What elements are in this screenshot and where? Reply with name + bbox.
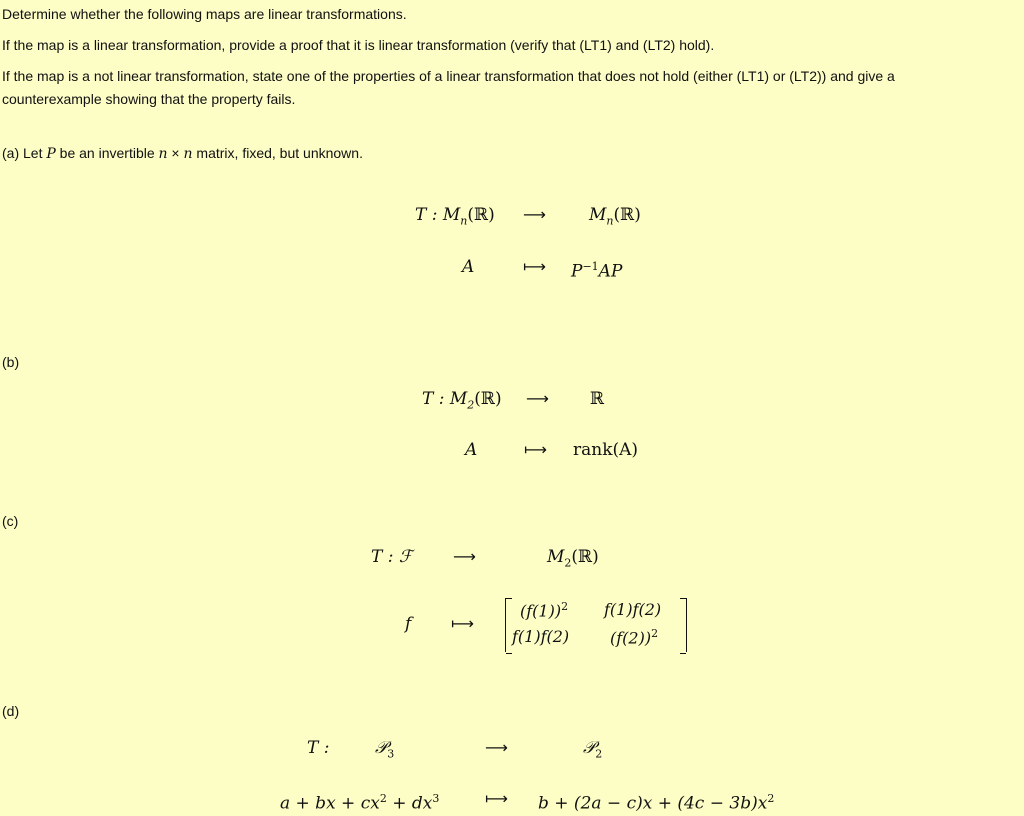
part-a-n1: n <box>158 146 168 162</box>
part-b-arrow: ⟶ <box>526 389 549 408</box>
part-a-codomain-sub: n <box>606 214 614 228</box>
part-a-image-p: P <box>571 261 583 282</box>
part-b-domain-rest: (ℝ) <box>474 389 502 409</box>
part-a-mid: be an invertible <box>55 145 159 161</box>
part-d-domain-p: 𝒫 <box>375 738 388 758</box>
matrix-cell-22 <box>610 627 658 647</box>
part-a-codomain <box>589 205 641 231</box>
part-d-image <box>538 789 774 814</box>
part-d-element-base: a + bx + cx <box>280 793 380 814</box>
part-d-codomain <box>583 738 602 764</box>
part-b-mapsto: ⟼ <box>524 440 547 459</box>
instruction-line-1: Determine whether the following maps are linear transformations. <box>2 6 407 22</box>
part-a-n2: n <box>183 146 193 162</box>
part-c-matrix <box>505 598 687 652</box>
part-c-codomain-sub: 2 <box>564 556 572 570</box>
part-c-label: (c) <box>2 513 19 529</box>
part-a-map-domain <box>415 205 495 231</box>
part-b-element: A <box>465 440 478 460</box>
matrix-cell-21: f(1)f(2) <box>512 627 570 646</box>
part-b-map-domain <box>422 389 502 415</box>
part-b-image: rank(A) <box>573 440 639 460</box>
part-c-codomain-m: M <box>547 547 565 567</box>
part-a-image-ap: AP <box>598 261 623 282</box>
matrix-cell-12: f(1)f(2) <box>604 600 662 619</box>
part-d-element-sup1: 2 <box>379 792 387 805</box>
part-d-mapsto: ⟼ <box>485 789 508 808</box>
part-d-image-base: b + (2a − c)x + (4c − 3b)x <box>538 793 768 814</box>
part-c-codomain <box>547 547 599 573</box>
part-d-domain <box>375 738 394 764</box>
part-a-prefix: (a) Let <box>2 145 47 161</box>
matrix-cell-22-base: (f(2)) <box>610 628 652 648</box>
part-d-label: (d) <box>2 703 20 719</box>
part-a-matrix-p: P <box>46 146 56 162</box>
instruction-line-2: If the map is a linear transformation, provide a proof that it is linear transformation (verify that (LT1) and (LT2) hold). <box>2 37 715 53</box>
part-a-domain-rest: (ℝ) <box>467 205 495 225</box>
part-d-image-sup: 2 <box>767 792 775 805</box>
instruction-line-3: If the map is a not linear transformation, state one of the properties of a linear transformation that does not hold (either (LT1) or (LT2)) and give a <box>2 68 895 84</box>
part-b-codomain: ℝ <box>590 389 605 409</box>
part-d-arrow: ⟶ <box>485 738 508 757</box>
part-a-map-name: T : M <box>415 205 461 225</box>
part-d-codomain-sub: 2 <box>595 747 603 761</box>
part-b-label: (b) <box>2 354 20 370</box>
matrix-cell-11-sup: 2 <box>561 600 569 613</box>
part-a-label <box>2 144 363 163</box>
matrix-cell-11 <box>520 600 568 620</box>
part-a-times: × <box>167 145 184 161</box>
matrix-cell-11-base: (f(1)) <box>520 601 562 621</box>
part-c-map-name: T : ℱ <box>371 547 413 567</box>
instruction-line-4: counterexample showing that the property fails. <box>2 91 296 107</box>
matrix-cell-22-sup: 2 <box>651 627 659 640</box>
part-a-mapsto: ⟼ <box>523 257 546 276</box>
part-d-element <box>280 789 439 814</box>
part-c-arrow: ⟶ <box>453 547 476 566</box>
part-a-image <box>571 257 622 282</box>
part-a-codomain-m: M <box>589 205 607 225</box>
part-d-map-name: T : <box>307 738 330 758</box>
part-d-domain-sub: 3 <box>387 747 395 761</box>
part-b-map-name: T : M <box>422 389 468 409</box>
part-a-codomain-rest: (ℝ) <box>613 205 641 225</box>
part-a-image-sup: −1 <box>582 260 599 273</box>
part-c-element: f <box>405 614 412 634</box>
part-d-codomain-p: 𝒫 <box>583 738 596 758</box>
part-a-element: A <box>462 257 475 277</box>
part-b-domain-sub: 2 <box>467 398 475 412</box>
part-d-element-mid: + dx <box>386 793 433 814</box>
part-a-suffix: matrix, fixed, but unknown. <box>192 145 363 161</box>
part-c-mapsto: ⟼ <box>451 614 474 633</box>
part-d-element-sup2: 3 <box>432 792 440 805</box>
part-a-domain-sub: n <box>460 214 468 228</box>
part-c-codomain-rest: (ℝ) <box>571 547 599 567</box>
part-a-arrow: ⟶ <box>523 205 546 224</box>
